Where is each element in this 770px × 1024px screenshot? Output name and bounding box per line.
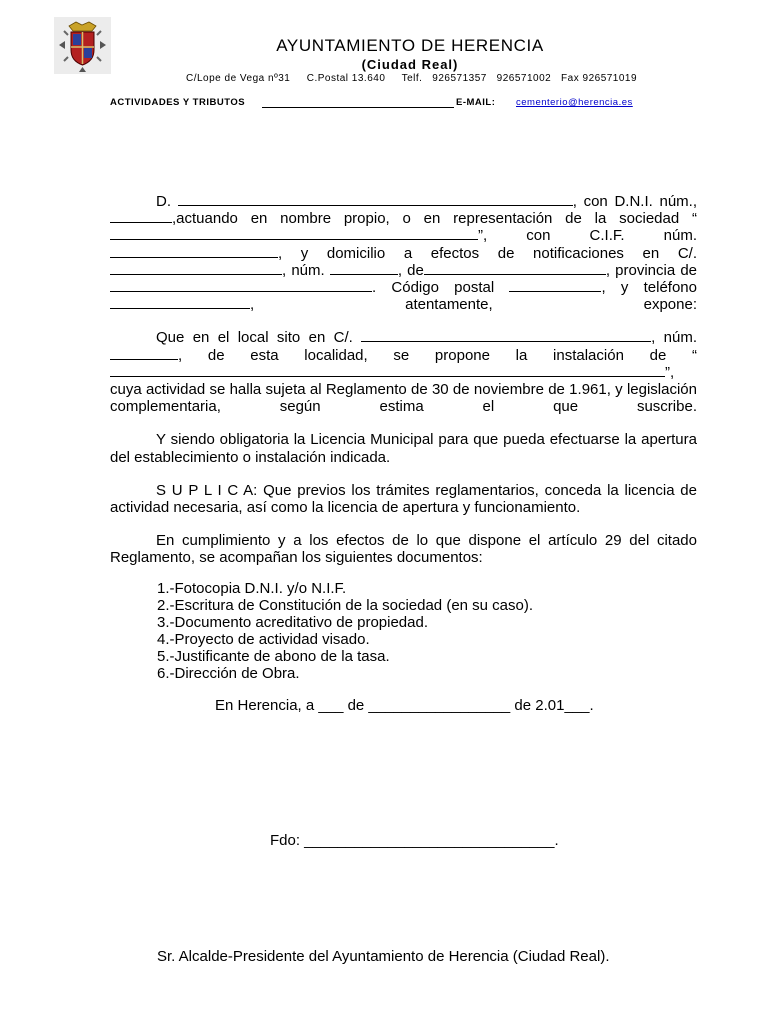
company-field[interactable] (110, 227, 478, 240)
list-item: 5.-Justificante de abono de la tasa. (157, 648, 390, 665)
header-rule (262, 107, 454, 108)
dni-field[interactable] (110, 210, 172, 223)
applicant-paragraph: D. , con D.N.I. núm.,,actuando en nombre propio, o en representación de la sociedad “”, con C.I.F. núm. , y domicilio a efectos de notificaciones en C/. , núm. , de , provincia de . Código postal , y teléfono , atentamente, expone: (110, 193, 697, 313)
list-item: 3.-Documento acreditativo de propiedad. (157, 614, 428, 631)
street-field[interactable] (110, 262, 282, 275)
installation-field[interactable] (110, 364, 665, 377)
premises-paragraph: Que en el local sito en C/. , núm. , de esta localidad, se propone la instalación de “”, cuya actividad se halla sujeta al Reglamento de 30 de noviembre de 1.961, y legislación complementaria, según estima el que suscribe. (110, 329, 697, 416)
institution-subtitle: (Ciudad Real) (361, 57, 459, 72)
list-item: 6.-Dirección de Obra. (157, 665, 300, 682)
premises-number-field[interactable] (110, 347, 178, 360)
addressee: Sr. Alcalde-Presidente del Ayuntamiento de Herencia (Ciudad Real). (157, 948, 610, 965)
documents-intro-paragraph: En cumplimiento y a los efectos de lo que dispone el artículo 29 del citado Reglamento, se acompañan los siguientes documentos: (110, 532, 697, 567)
department-label: ACTIVIDADES Y TRIBUTOS (110, 97, 246, 108)
list-item: 4.-Proyecto de actividad visado. (157, 631, 370, 648)
list-item: 1.-Fotocopia D.N.I. y/o N.I.F. (157, 580, 347, 597)
signature-line[interactable]: Fdo: ______________________________. (270, 832, 559, 849)
request-paragraph: S U P L I C A: Que previos los trámites reglamentarios, conceda la licencia de actividad necesaria, así como la licencia de apertura y funcionamiento. (110, 481, 697, 517)
phone-field[interactable] (110, 296, 250, 309)
premises-street-field[interactable] (361, 329, 651, 342)
cif-field[interactable] (110, 245, 278, 258)
date-line[interactable]: En Herencia, a ___ de _________________ de 2.01___. (215, 697, 594, 714)
contact-address: C/Lope de Vega nº31 C.Postal 13.640 Telf. 926571357 926571002 Fax 926571019 (186, 73, 638, 84)
institution-title: AYUNTAMIENTO DE HERENCIA (276, 36, 544, 55)
number-field[interactable] (330, 262, 398, 275)
postal-code-field[interactable] (509, 279, 601, 292)
form-body (110, 193, 697, 583)
name-field[interactable] (178, 193, 573, 206)
list-item: 2.-Escritura de Constitución de la sociedad (en su caso). (157, 597, 534, 614)
license-paragraph: Y siendo obligatoria la Licencia Municipal para que pueda efectuarse la apertura del establecimiento o instalación indicada. (110, 431, 697, 466)
province-field[interactable] (110, 279, 372, 292)
email-label: E-MAIL: (456, 97, 496, 108)
documents-list (157, 580, 533, 682)
city-field[interactable] (424, 262, 606, 275)
email-link[interactable]: cementerio@herencia.es (516, 97, 633, 108)
